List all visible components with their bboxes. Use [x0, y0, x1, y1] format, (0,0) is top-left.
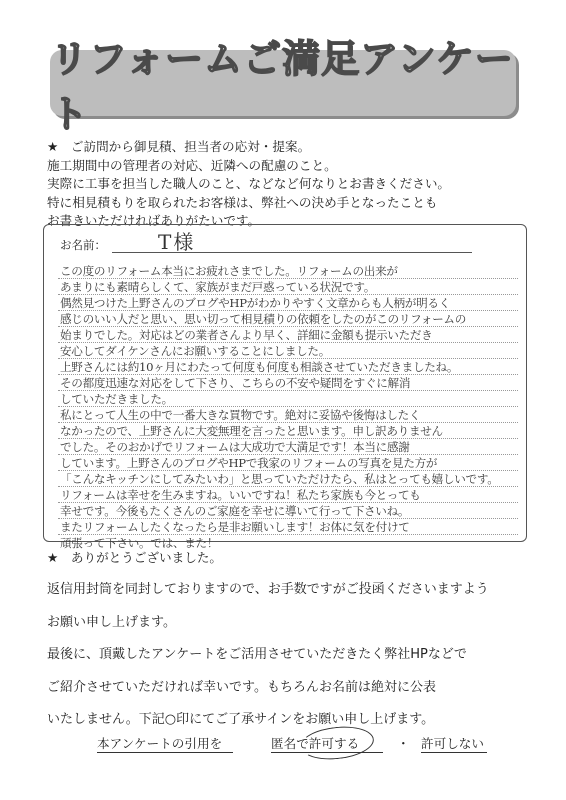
intro-line: 施工期間中の管理者の対応、近隣への配慮のこと。: [47, 157, 337, 173]
thanks-text: ★ ありがとうございました。: [47, 550, 223, 565]
option-separator: ・: [397, 736, 410, 751]
body-line: 最後に、頂戴したアンケートをご活用させていただきたく弊社HPなどで: [47, 647, 467, 662]
intro-text: [47, 138, 537, 231]
handwritten-line: 感じのいい人だと思い、思い切って相見積りの依頼をしたのがこのリフォームの: [60, 312, 466, 326]
handwritten-line: 上野さんには約10ヶ月にわたって何度も何度も相談させていただきましたね。: [60, 360, 459, 374]
name-value: T様: [158, 230, 196, 254]
handwritten-line: 幸せです。今後もたくさんのご家庭を幸せに導いて行って下さいね。: [60, 504, 410, 518]
question-underline: [97, 752, 233, 753]
intro-line: ★ ご訪問から御見積、担当者の応対・提案。: [47, 139, 311, 154]
name-label: お名前：: [60, 238, 106, 252]
body-line: お願い申し上げます。: [47, 615, 176, 630]
intro-line: 実際に工事を担当した職人のこと、などなど何なりとお書きください。: [47, 176, 450, 191]
handwritten-line: 安心してダイケンさんにお願いすることにしました。: [60, 344, 331, 358]
name-underline: [112, 252, 472, 253]
body-line: いたしません。下記○印にてご了承サインをお願い申し上げます。: [47, 712, 435, 727]
handwritten-line: なかったので、上野さんに大変無理を言ったと思います。申し訳ありません: [60, 424, 443, 438]
deny-underline: [421, 752, 487, 753]
title-banner: [50, 37, 516, 136]
handwritten-line: 偶然見つけた上野さんのブログやHPがわかりやすく文章からも人柄が明るく: [60, 296, 451, 310]
intro-line: お書きいただければありがたいです。: [47, 213, 261, 228]
handwritten-line: 私にとって人生の中で一番大きな買物です。絶対に妥協や後悔はしたく: [60, 408, 421, 422]
quote-permission-question: 本アンケートの引用を: [97, 736, 223, 751]
handwritten-line: しています。上野さんのブログやHPで我家のリフォームの写真を見た方が: [60, 456, 438, 470]
handwritten-line: この度のリフォーム本当にお疲れさまでした。リフォームの出来が: [60, 264, 398, 278]
handwritten-line: 始まりでした。対応はどの業者さんより早く、詳細に金額も提示いただき: [60, 328, 433, 342]
selection-circle: [299, 723, 376, 763]
handwritten-line: その都度迅速な対応をして下さり、こちらの不安や疑問をすぐに解消: [60, 376, 411, 390]
handwritten-line: あまりにも素晴らしくて、家族がまだ戸惑っている状況です。: [60, 280, 376, 294]
body-line: ご紹介させていただければ幸いです。もちろんお名前は絶対に公表: [47, 680, 436, 695]
handwritten-line: 頑張って下さい。では、また！: [60, 536, 219, 550]
handwritten-line: リフォームは幸せを生みますね。いいですね！私たち家族も今とっても: [60, 488, 421, 502]
handwritten-line: でした。そのおかげでリフォームは大成功で大満足です！本当に感謝: [60, 440, 410, 454]
handwritten-line: していただきました。: [60, 392, 173, 406]
page-title: リフォームご満足アンケート: [50, 37, 514, 136]
handwritten-line: またリフォームしたくなったら是非お願いします！お体に気を付けて: [60, 520, 410, 534]
body-line: 返信用封筒を同封しておりますので、お手数ですがご投函くださいますよう: [47, 582, 489, 597]
option-deny[interactable]: 許可しない: [421, 736, 484, 751]
intro-line: 特に相見積もりを取られたお客様は、弊社への決め手となったことも: [47, 194, 438, 210]
option-allow-anonymous[interactable]: 匿名で許可する: [271, 736, 360, 751]
handwritten-line: 「こんなキッチンにしてみたいわ」と思っていただけたら、私はとっても嬉しいです。: [60, 472, 499, 486]
